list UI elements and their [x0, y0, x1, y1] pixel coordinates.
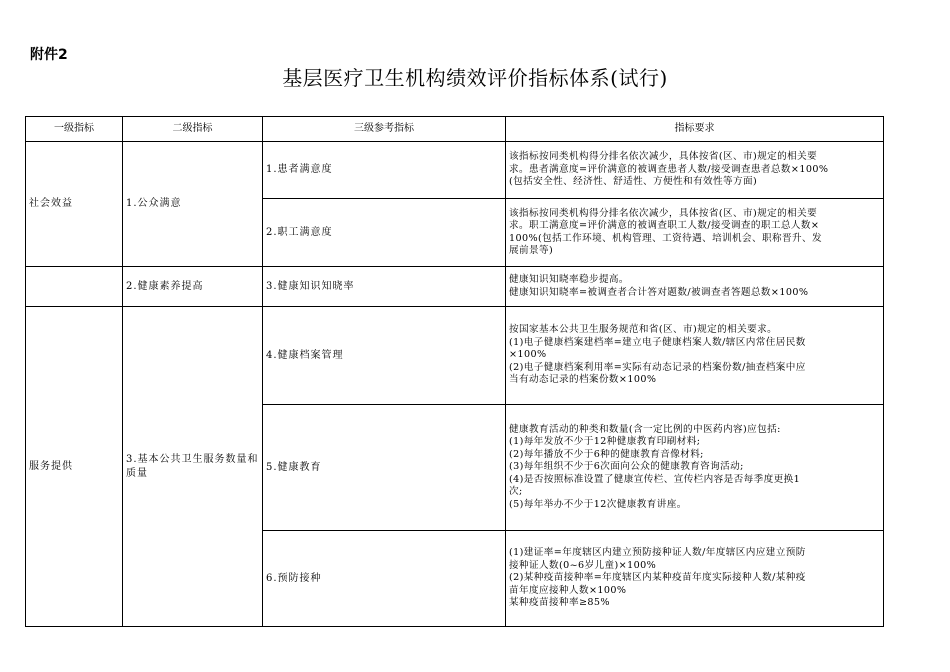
attachment-label: 附件2: [30, 47, 68, 63]
requirement-line: (2)某种疫苗接种率=年度辖区内某种疫苗年度实际接种人数/某种疫: [509, 572, 806, 584]
requirement-line: 求。患者满意度=评价满意的被调查患者人数/接受调查患者总数×100%: [509, 163, 829, 175]
requirement-line: 100%(包括工作环境、机构管理、工资待遇、培训机会、职称晋升、发: [509, 232, 822, 244]
requirement-cell: [506, 405, 884, 531]
level3-health-knowledge-rate: 3.健康知识知晓率: [263, 267, 506, 307]
level3-health-education: 5.健康教育: [263, 405, 506, 531]
header-requirement: 指标要求: [506, 117, 884, 142]
requirement-line: 某种疫苗接种率≥85%: [509, 597, 610, 609]
requirement-line: 接种证人数(0~6岁儿童)×100%: [509, 559, 657, 571]
requirement-cell: [506, 199, 884, 267]
requirement-line: (1)建证率=年度辖区内建立预防接种证人数/年度辖区内应建立预防: [509, 547, 806, 559]
requirement-cell: [506, 142, 884, 199]
table-row: [26, 142, 884, 199]
level1-service-provision: 服务提供: [26, 307, 123, 627]
table-header-row: [26, 117, 884, 142]
requirement-cell: [506, 307, 884, 405]
level2-public-satisfaction: 1.公众满意: [123, 142, 263, 267]
table-row: [26, 307, 884, 405]
requirement-line: 苗年度应接种人数×100%: [509, 584, 627, 596]
level3-health-records: 4.健康档案管理: [263, 307, 506, 405]
requirement-line: (5)每年举办不少于12次健康教育讲座。: [509, 498, 687, 510]
requirement-line: ×100%: [509, 349, 547, 361]
requirement-line: 健康知识知晓率=被调查者合计答对题数/被调查者答题总数×100%: [509, 286, 809, 298]
header-level1: 一级指标: [26, 117, 123, 142]
requirement-cell: [506, 531, 884, 627]
level2-health-literacy: 2.健康素养提高: [123, 267, 263, 307]
level2-basic-public-health: 3.基本公共卫生服务数量和质量: [123, 307, 263, 627]
requirement-line: (1)每年发放不少于12种健康教育印刷材料;: [509, 436, 701, 448]
level3-patient-satisfaction: 1.患者满意度: [263, 142, 506, 199]
table-row: [26, 267, 884, 307]
requirement-line: 该指标按同类机构得分排名依次减少，具体按省(区、市)规定的相关要: [509, 207, 818, 219]
header-level2: 二级指标: [123, 117, 263, 142]
requirement-line: 健康教育活动的种类和数量(含一定比例的中医药内容)应包括:: [509, 423, 781, 435]
requirement-line: (3)每年组织不少于6次面向公众的健康教育咨询活动;: [509, 461, 744, 473]
level1-social-benefit: 社会效益: [26, 142, 123, 267]
requirement-line: 展前景等): [509, 245, 554, 256]
requirement-line: (包括安全性、经济性、舒适性、方便性和有效性等方面): [509, 176, 758, 188]
indicator-table: [25, 116, 884, 627]
level3-staff-satisfaction: 2.职工满意度: [263, 199, 506, 267]
requirement-line: (2)每年播放不少于6种的健康教育音像材料;: [509, 448, 704, 460]
requirement-line: 按国家基本公共卫生服务规范和省(区、市)规定的相关要求。: [509, 324, 778, 336]
level1-continuation: [26, 267, 123, 307]
requirement-line: 该指标按同类机构得分排名依次减少，具体按省(区、市)规定的相关要: [509, 151, 818, 163]
requirement-line: 健康知识知晓率稳步提高。: [509, 274, 629, 285]
header-level3: 三级参考指标: [263, 117, 506, 142]
level3-vaccination: 6.预防接种: [263, 531, 506, 627]
requirement-cell: [506, 267, 884, 307]
requirement-line: (2)电子健康档案利用率=实际有动态记录的档案份数/抽查档案中应: [509, 361, 806, 373]
document-title: 基层医疗卫生机构绩效评价指标体系(试行): [282, 66, 668, 90]
requirement-line: (1)电子健康档案建档率=建立电子健康档案人数/辖区内常住居民数: [509, 336, 806, 348]
requirement-line: 求。职工满意度=评价满意的被调查职工人数/接受调查的职工总人数×: [509, 220, 820, 231]
requirement-line: 当有动态记录的档案份数×100%: [509, 374, 657, 386]
requirement-line: (4)是否按照标准设置了健康宣传栏、宣传栏内容是否每季度更换1: [509, 473, 801, 485]
requirement-line: 次;: [509, 486, 523, 498]
